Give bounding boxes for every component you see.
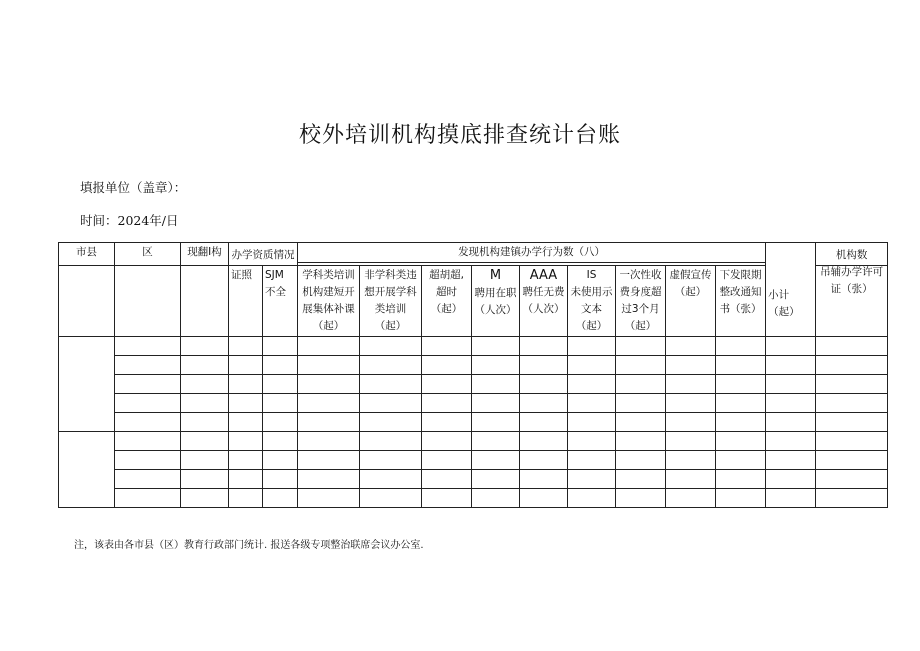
time-label: 时间：2024年/日 [80,213,179,228]
table-cell [263,394,298,413]
ledger-table [58,242,888,508]
table-cell [816,470,888,489]
table-cell [229,432,263,451]
table-cell [298,489,360,508]
table-cell [229,375,263,394]
table-cell [766,432,816,451]
table-cell [568,413,616,432]
table-cell [766,394,816,413]
table-row [59,394,888,413]
table-cell [229,356,263,375]
header-subtotal: 小计（起） [768,289,800,318]
table-cell [472,489,520,508]
table-cell [816,451,888,470]
table-cell [422,470,472,489]
header-sjm: SJM [265,269,284,281]
table-cell [422,489,472,508]
table-cell [181,375,229,394]
table-cell [666,375,716,394]
header-qualification: 办学资质情况 [229,243,298,266]
table-cell [115,394,181,413]
header-district-spacer [115,266,181,337]
table-cell [568,470,616,489]
table-cell [422,451,472,470]
header-district: 区 [115,243,181,266]
header-nonsubject: 非学科类违想开展学科类培训（起） [360,266,422,337]
table-cell [298,451,360,470]
table-cell [181,432,229,451]
header-hire: 聘用在职（人次） [474,287,517,316]
table-cell [263,470,298,489]
table-row [59,375,888,394]
header-license: 证照 [229,266,263,337]
table-cell [816,337,888,356]
table-cell [616,394,666,413]
table-cell [716,413,766,432]
header-institution-count: 机构数 [835,249,868,261]
table-cell [616,337,666,356]
header-violations-group: 发现机构建镇办学行为数（八） [298,243,766,263]
table-cell [616,413,666,432]
table-cell [422,432,472,451]
table-cell [181,337,229,356]
table-cell [666,413,716,432]
table-cell [520,337,568,356]
table-cell [181,413,229,432]
table-cell [816,489,888,508]
header-notice: 未使用示文本（起） [570,286,613,332]
table-cell [568,451,616,470]
table-cell [115,470,181,489]
table-cell [616,470,666,489]
table-cell [472,337,520,356]
header-false-ad: 虚假宣传（起） [666,266,716,337]
table-cell [520,451,568,470]
table-cell [472,356,520,375]
city-cell [59,432,115,508]
table-row [59,356,888,375]
table-cell [229,489,263,508]
table-row [59,432,888,451]
table-row [59,451,888,470]
table-cell [298,432,360,451]
table-cell [816,394,888,413]
header-notice-is: IS [586,269,597,281]
table-cell [568,337,616,356]
table-cell [263,432,298,451]
table-cell [298,470,360,489]
header-found-spacer [181,266,229,337]
table-cell [422,356,472,375]
table-cell [568,375,616,394]
table-cell [472,470,520,489]
table-cell [716,394,766,413]
table-cell [229,413,263,432]
table-cell [666,451,716,470]
table-cell [422,337,472,356]
table-cell [616,432,666,451]
table-cell [520,432,568,451]
header-overtime: 超胡超,超时（起） [422,266,472,337]
table-cell [181,356,229,375]
table-cell [360,489,422,508]
table-cell [666,337,716,356]
table-row [59,489,888,508]
table-cell [360,337,422,356]
header-fee: 一次性收费身度超过3个月（起） [616,266,666,337]
document-title: 校外培训机构摸底排查统计台账 [298,123,621,148]
table-cell [263,413,298,432]
table-cell [472,375,520,394]
table-cell [115,375,181,394]
table-cell [360,432,422,451]
table-cell [520,470,568,489]
table-cell [181,489,229,508]
table-cell [115,356,181,375]
table-cell [616,451,666,470]
table-cell [766,470,816,489]
table-cell [766,413,816,432]
header-incomplete: 不全 [265,286,286,298]
table-cell [181,470,229,489]
table-cell [360,375,422,394]
table-cell [298,337,360,356]
header-city-spacer [59,266,115,337]
table-cell [229,394,263,413]
header-unqualified-cell [520,266,568,337]
header-hire-m: M [489,268,502,283]
header-unqualified-aaa: AAA [529,268,558,283]
table-cell [716,489,766,508]
header-row-2 [59,266,888,337]
table-cell [263,356,298,375]
table-cell [472,432,520,451]
table-cell [666,356,716,375]
header-subtotal-cell [766,243,816,337]
table-cell [360,413,422,432]
table-cell [766,356,816,375]
table-cell [766,375,816,394]
table-cell [568,356,616,375]
table-cell [568,394,616,413]
table-cell [666,489,716,508]
table-cell [716,432,766,451]
table-cell [616,356,666,375]
table-cell [263,489,298,508]
table-cell [616,489,666,508]
table-cell [716,356,766,375]
fill-unit-label: 填报单位（盖章）： [80,180,187,195]
table-cell [422,394,472,413]
table-cell [816,432,888,451]
table-cell [616,375,666,394]
table-cell [181,451,229,470]
table-row [59,337,888,356]
table-cell [298,394,360,413]
header-revoke: 吊辅办学许可证（张） [820,266,884,295]
header-row-1 [59,243,888,263]
table-cell [520,394,568,413]
table-note: 注，该表由各市县（区）教育行政部门统计. 报送各级专项整治联席会议办公室. [74,540,424,551]
table-cell [263,375,298,394]
table-cell [472,394,520,413]
header-notice-cell [568,266,616,337]
header-found-institutions: 现翻I构 [181,243,229,266]
table-row [59,413,888,432]
header-city: 市县 [59,243,115,266]
table-cell [181,394,229,413]
table-cell [263,337,298,356]
table-cell [229,451,263,470]
table-cell [816,356,888,375]
table-cell [298,413,360,432]
table-cell [472,413,520,432]
table-cell [229,470,263,489]
header-rectify: 下发限期整改通知书（张） [716,266,766,337]
table-cell [422,375,472,394]
table-cell [716,337,766,356]
table-cell [115,432,181,451]
table-cell [568,432,616,451]
table-cell [520,413,568,432]
table-cell [229,337,263,356]
table-cell [360,470,422,489]
table-cell [520,489,568,508]
table-cell [298,356,360,375]
table-cell [115,413,181,432]
table-cell [716,470,766,489]
table-cell [115,337,181,356]
table-cell [766,337,816,356]
table-cell [360,394,422,413]
table-cell [666,394,716,413]
table-cell [766,489,816,508]
table-cell [360,356,422,375]
table-cell [766,451,816,470]
header-unqualified: 聘任无费（人次） [522,286,565,315]
table-cell [298,375,360,394]
header-subject: 学科类培训机构建短开展集体补课（起） [298,266,360,337]
header-sjm-cell [263,266,298,337]
table-cell [520,356,568,375]
table-cell [115,489,181,508]
table-cell [422,413,472,432]
table-cell [520,375,568,394]
table-cell [816,413,888,432]
header-hire-cell [472,266,520,337]
table-cell [666,432,716,451]
table-cell [568,489,616,508]
table-cell [716,451,766,470]
table-row [59,470,888,489]
table-cell [716,375,766,394]
table-cell [472,451,520,470]
table-cell [666,470,716,489]
table-cell [263,451,298,470]
table-cell [816,375,888,394]
table-cell [115,451,181,470]
city-cell [59,337,115,432]
table-cell [360,451,422,470]
header-revoke-cell [816,249,888,337]
